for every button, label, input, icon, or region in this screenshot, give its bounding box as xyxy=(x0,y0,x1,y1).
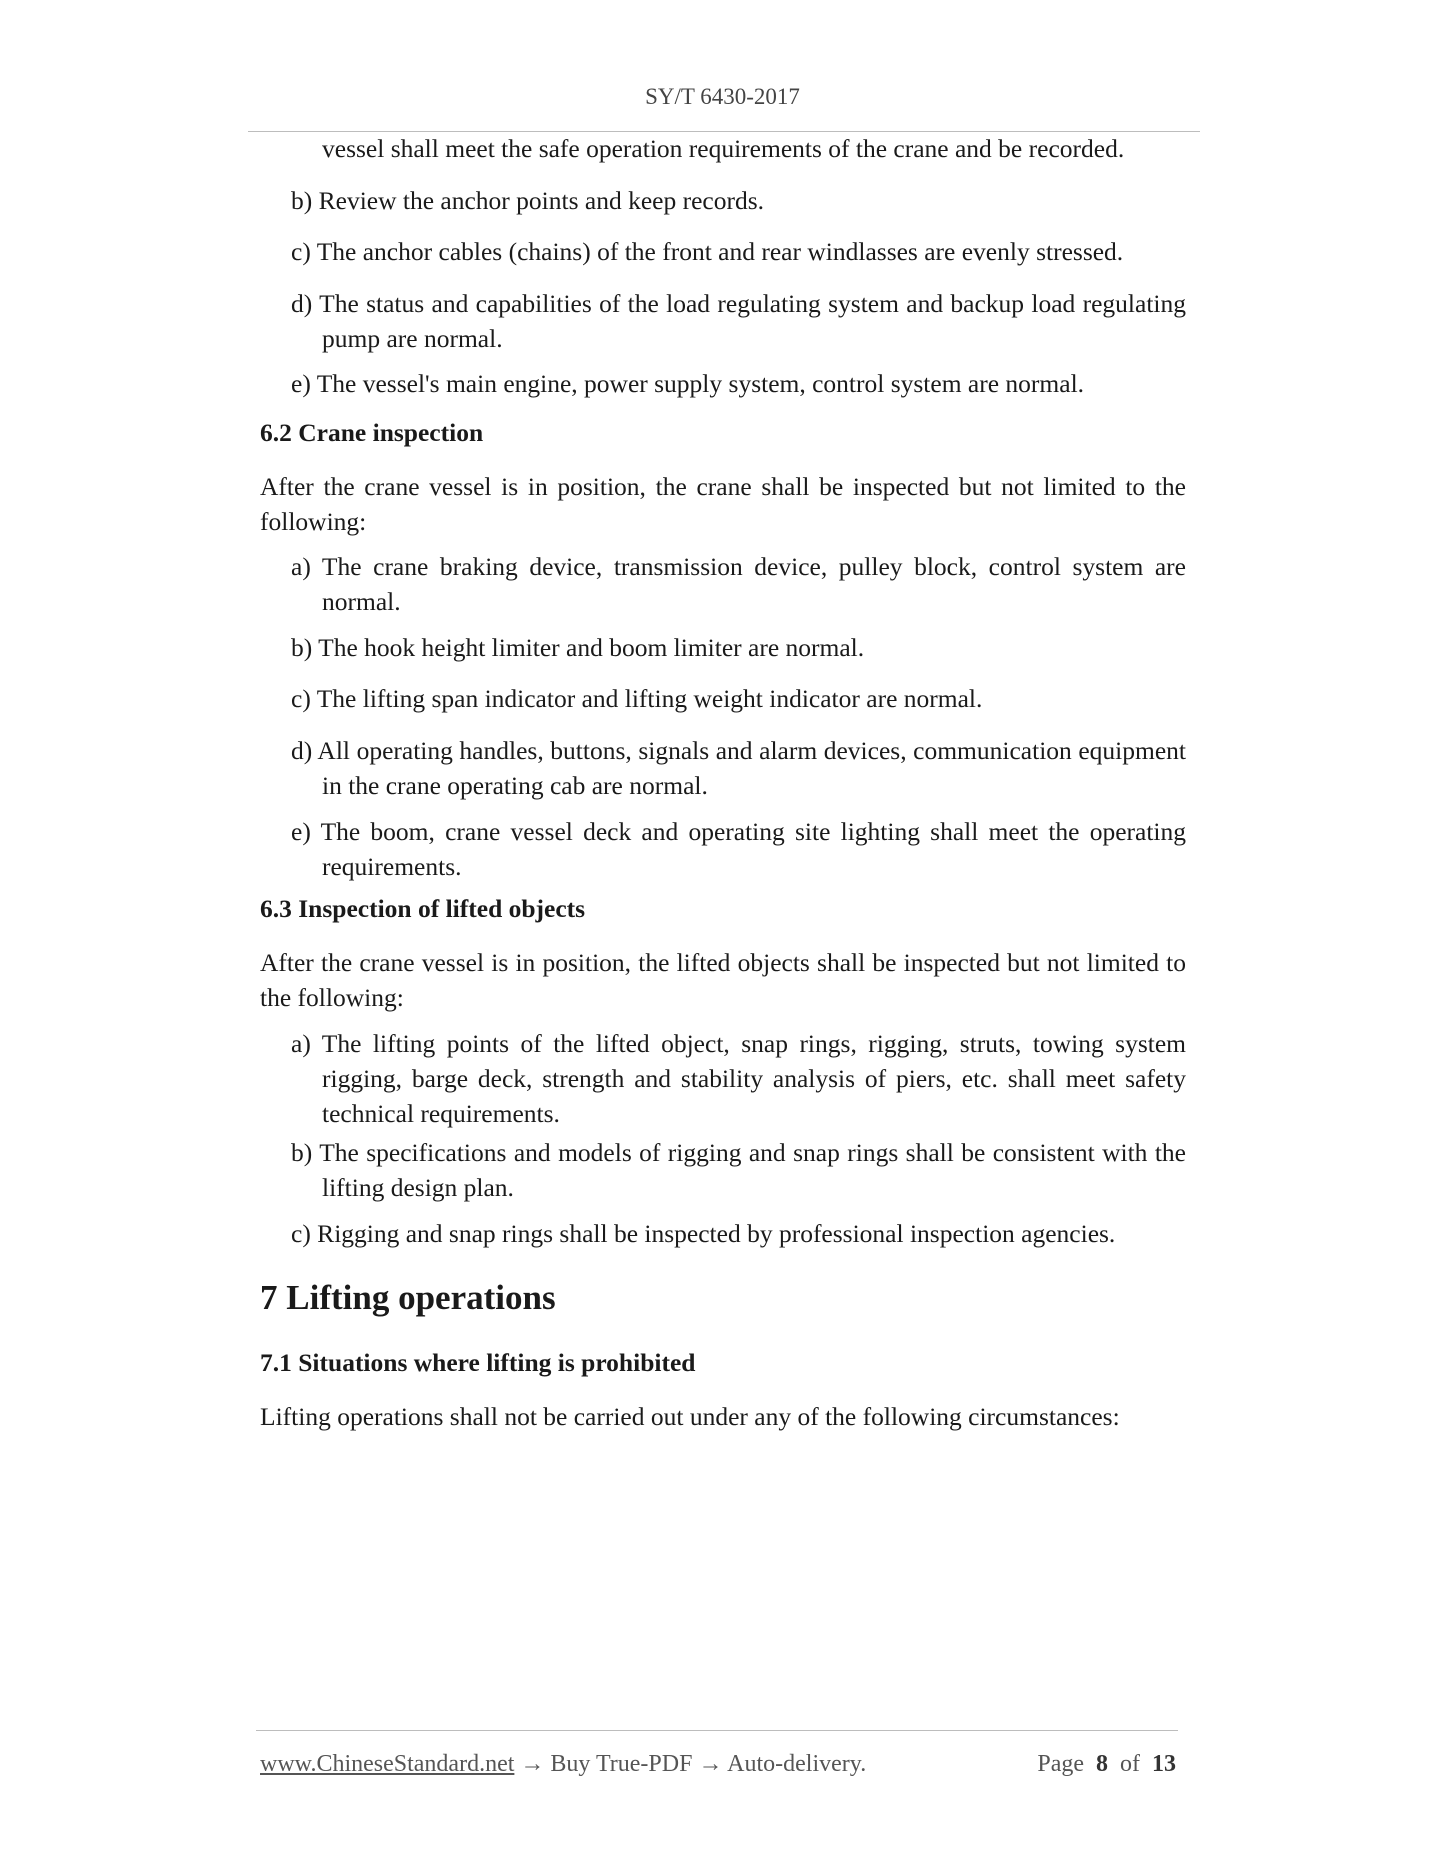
list-item: b) Review the anchor points and keep records. xyxy=(291,186,765,215)
paragraph: After the crane vessel is in position, the crane shall be inspected but not limited to the following: xyxy=(260,472,1186,536)
page-header: SY/T 6430-2017 xyxy=(645,84,800,109)
total-pages: 13 xyxy=(1152,1751,1176,1777)
page-number: 8 xyxy=(1096,1751,1108,1777)
list-item: c) Rigging and snap rings shall be inspected by professional inspection agencies. xyxy=(291,1219,1116,1248)
section-heading-6-3: 6.3 Inspection of lifted objects xyxy=(260,894,586,923)
list-item: d) All operating handles, buttons, signals and alarm devices, communication equipment in the crane operating cab are normal. xyxy=(291,736,1186,800)
section-heading-6-2: 6.2 Crane inspection xyxy=(260,418,484,447)
arrow-right-icon: → xyxy=(698,1751,723,1777)
auto-delivery-text: Auto-delivery. xyxy=(727,1751,867,1777)
arrow-right-icon: → xyxy=(520,1751,545,1777)
page-indicator xyxy=(1037,1751,1176,1778)
list-item: b) The specifications and models of rigging and snap rings shall be consistent with the lifting design plan. xyxy=(291,1138,1186,1202)
buy-pdf-text: Buy True-PDF xyxy=(550,1751,693,1777)
page-label: Page xyxy=(1037,1751,1084,1777)
list-item: b) The hook height limiter and boom limiter are normal. xyxy=(291,633,865,662)
section-heading-7-1: 7.1 Situations where lifting is prohibited xyxy=(260,1348,696,1377)
chapter-heading-7: 7 Lifting operations xyxy=(260,1278,556,1317)
list-item: d) The status and capabilities of the load regulating system and backup load regulating pump are normal. xyxy=(291,289,1186,353)
list-item: e) The boom, crane vessel deck and operating site lighting shall meet the operating requirements. xyxy=(291,817,1186,881)
page-footer xyxy=(260,1751,1178,1778)
list-item: e) The vessel's main engine, power supply system, control system are normal. xyxy=(291,369,1085,398)
footer-divider xyxy=(256,1730,1178,1731)
paragraph: After the crane vessel is in position, the lifted objects shall be inspected but not limited to the following: xyxy=(260,948,1186,1012)
list-item: c) The anchor cables (chains) of the front and rear windlasses are evenly stressed. xyxy=(291,237,1124,266)
list-item: a) The lifting points of the lifted object, snap rings, rigging, struts, towing system rigging, barge deck, strength and stability analysis of piers, etc. shall meet safety technical requirements. xyxy=(291,1029,1186,1128)
list-item: a) The crane braking device, transmission device, pulley block, control system are normal. xyxy=(291,552,1186,616)
continued-line: vessel shall meet the safe operation requirements of the crane and be recorded. xyxy=(322,134,1125,163)
paragraph: Lifting operations shall not be carried out under any of the following circumstances: xyxy=(260,1402,1120,1431)
site-link[interactable]: www.ChineseStandard.net xyxy=(260,1751,515,1777)
list-item: c) The lifting span indicator and lifting weight indicator are normal. xyxy=(291,684,983,713)
of-label: of xyxy=(1120,1751,1140,1777)
